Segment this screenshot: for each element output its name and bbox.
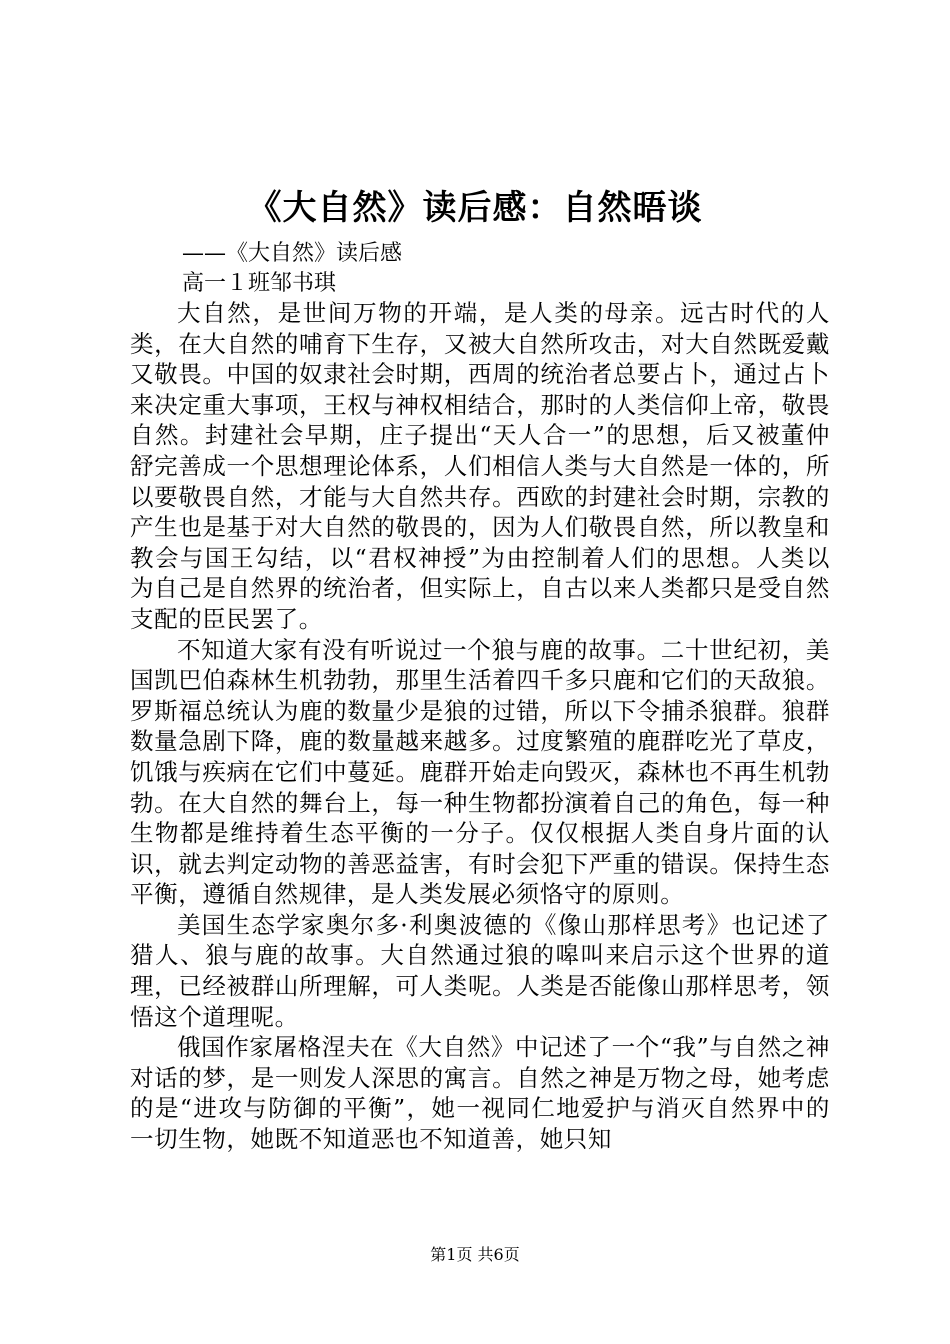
document-author: 高一１班邹书琪 bbox=[182, 271, 337, 296]
paragraph: 美国生态学家奥尔多·利奥波德的《像山那样思考》也记述了猎人、狼与鹿的故事。大自然通过狼的嗥叫来启示这个世界的道理，已经被群山所理解，可人类呢。人类是否能像山那样思考，领悟这个道理呢。 bbox=[130, 910, 830, 1031]
paragraph: 不知道大家有没有听说过一个狼与鹿的故事。二十世纪初，美国凯巴伯森林生机勃勃，那里生活着四千多只鹿和它们的天敌狼。罗斯福总统认为鹿的数量少是狼的过错，所以下令捕杀狼群。狼群数量急剧下降，鹿的数量越来越多。过度繁殖的鹿群吃光了草皮，饥饿与疾病在它们中蔓延。鹿群开始走向毁灭，森林也不再生机勃勃。在大自然的舞台上，每一种生物都扮演着自己的角色，每一种生物都是维持着生态平衡的一分子。仅仅根据人类自身片面的认识，就去判定动物的善恶益害，有时会犯下严重的错误。保持生态平衡，遵循自然规律，是人类发展必须恪守的原则。 bbox=[130, 635, 830, 909]
paragraph: 大自然，是世间万物的开端，是人类的母亲。远古时代的人类，在大自然的哺育下生存，又被大自然所攻击，对大自然既爱戴又敬畏。中国的奴隶社会时期，西周的统治者总要占卜，通过占卜来决定重大事项，王权与神权相结合，那时的人类信仰上帝，敬畏自然。封建社会早期，庄子提出“天人合一”的思想，后又被董仲舒完善成一个思想理论体系，人们相信人类与大自然是一体的，所以要敬畏自然，才能与大自然共存。西欧的封建社会时期，宗教的产生也是基于对大自然的敬畏的，因为人们敬畏自然，所以教皇和教会与国王勾结，以“君权神授”为由控制着人们的思想。人类以为自己是自然界的统治者，但实际上，自古以来人类都只是受自然支配的臣民罢了。 bbox=[130, 299, 830, 633]
document-title: 《大自然》读后感：自然晤谈 bbox=[247, 188, 703, 228]
paragraph: 俄国作家屠格涅夫在《大自然》中记述了一个“我”与自然之神对话的梦，是一则发人深思的寓言。自然之神是万物之母，她考虑的是“进攻与防御的平衡”，她一视同仁地爱护与消灭自然界中的一切生物，她既不知道恶也不知道善，她只知 bbox=[130, 1033, 830, 1154]
document-body bbox=[130, 298, 830, 1155]
document-subtitle: ——《大自然》读后感 bbox=[182, 241, 403, 266]
page-footer: 第1页 共6页 bbox=[430, 1245, 520, 1264]
